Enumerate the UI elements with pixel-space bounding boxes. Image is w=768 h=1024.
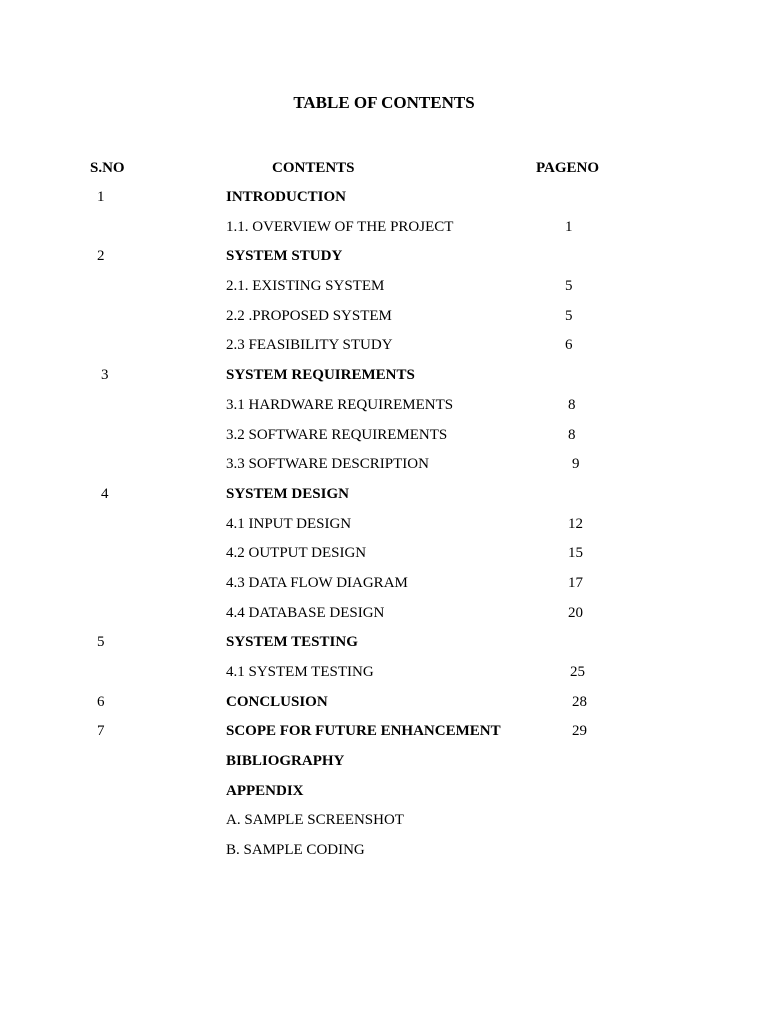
toc-row (0, 693, 768, 723)
toc-row-page-number: 8 (568, 396, 576, 413)
toc-row-page-number: 5 (565, 307, 573, 324)
toc-row-page-number: 12 (568, 515, 583, 532)
toc-row-section-title: 4.3 DATA FLOW DIAGRAM (226, 574, 408, 591)
column-header-pageno: PAGENO (536, 160, 600, 176)
toc-row-sno: 6 (97, 693, 105, 710)
toc-row (0, 722, 768, 752)
toc-row-section-title: 2.1. EXISTING SYSTEM (226, 278, 385, 295)
toc-row-section-title: 4.4 DATABASE DESIGN (226, 604, 385, 621)
toc-row-sno: 1 (97, 189, 105, 205)
toc-row (0, 485, 768, 515)
toc-row (0, 841, 768, 871)
toc-row-sno: 2 (97, 248, 105, 265)
toc-row-section-title: 3.2 SOFTWARE REQUIREMENTS (226, 426, 448, 443)
toc-row-sno: 4 (101, 485, 109, 502)
toc-row-page-number: 8 (568, 426, 576, 443)
toc-row-chapter-title: BIBLIOGRAPHY (226, 753, 345, 770)
toc-list (0, 188, 768, 871)
toc-row (0, 336, 768, 366)
toc-row (0, 366, 768, 396)
toc-row-page-number: 9 (572, 456, 580, 473)
toc-row-chapter-title: SYSTEM STUDY (226, 248, 343, 265)
toc-row (0, 247, 768, 277)
column-header-sno: S.NO (90, 160, 125, 176)
toc-row-chapter-title: SYSTEM TESTING (226, 634, 358, 651)
page-title: TABLE OF CONTENTS (293, 93, 475, 112)
toc-row (0, 455, 768, 485)
toc-row-section-title: 2.2 .PROPOSED SYSTEM (226, 307, 392, 324)
toc-row (0, 782, 768, 812)
toc-row-page-number: 5 (565, 278, 573, 295)
toc-row-page-number: 1 (565, 218, 573, 235)
toc-row (0, 277, 768, 307)
column-header-contents: CONTENTS (272, 160, 355, 176)
toc-row (0, 604, 768, 634)
toc-row (0, 396, 768, 426)
toc-row-page-number: 15 (568, 545, 583, 562)
toc-row-section-title: 2.3 FEASIBILITY STUDY (226, 337, 393, 354)
toc-row-section-title: 4.1 SYSTEM TESTING (226, 664, 374, 680)
toc-row-section-title: 3.3 SOFTWARE DESCRIPTION (226, 456, 429, 473)
toc-row (0, 307, 768, 337)
toc-row (0, 218, 768, 248)
toc-row (0, 811, 768, 841)
toc-row-chapter-title: SYSTEM DESIGN (226, 485, 349, 502)
toc-row-section-title: 4.2 OUTPUT DESIGN (226, 545, 367, 562)
toc-row-page-number: 29 (572, 723, 587, 740)
toc-row-section-title: B. SAMPLE CODING (226, 842, 365, 859)
toc-row (0, 188, 768, 218)
toc-row-sno: 7 (97, 723, 105, 740)
toc-row (0, 515, 768, 545)
toc-row-section-title: 3.1 HARDWARE REQUIREMENTS (226, 396, 454, 413)
toc-row (0, 544, 768, 574)
toc-row (0, 574, 768, 604)
toc-row-chapter-title: CONCLUSION (226, 693, 328, 710)
toc-row-page-number: 28 (572, 693, 587, 710)
toc-row (0, 426, 768, 456)
toc-row-sno: 5 (97, 634, 105, 651)
toc-row-chapter-title: INTRODUCTION (226, 189, 347, 205)
toc-row-chapter-title: SCOPE FOR FUTURE ENHANCEMENT (226, 723, 501, 740)
toc-row-page-number: 6 (565, 337, 573, 354)
toc-row-section-title: A. SAMPLE SCREENSHOT (226, 812, 404, 829)
toc-row-section-title: 4.1 INPUT DESIGN (226, 515, 352, 532)
toc-row-page-number: 17 (568, 574, 583, 591)
toc-row-sno: 3 (101, 367, 109, 384)
toc-row (0, 663, 768, 693)
toc-row-section-title: 1.1. OVERVIEW OF THE PROJECT (226, 218, 454, 235)
toc-row-page-number: 25 (570, 664, 585, 680)
toc-row-chapter-title: SYSTEM REQUIREMENTS (226, 367, 415, 384)
toc-row (0, 752, 768, 782)
toc-row-page-number: 20 (568, 604, 583, 621)
toc-row-chapter-title: APPENDIX (226, 782, 304, 799)
toc-row (0, 633, 768, 663)
